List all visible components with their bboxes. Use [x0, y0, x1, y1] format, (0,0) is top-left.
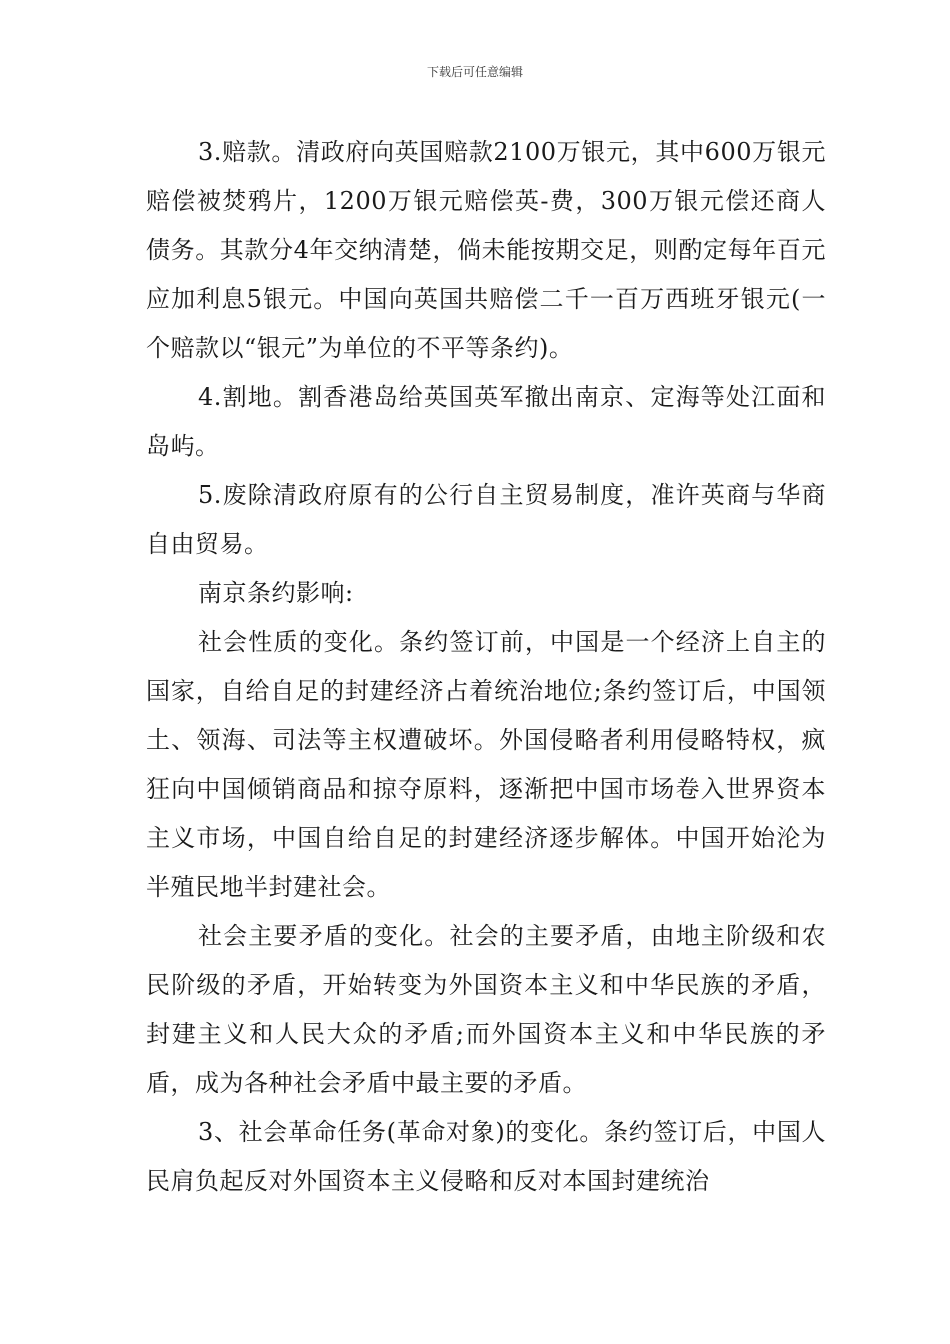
document-body	[146, 128, 826, 1206]
paragraph-main-contradiction: 社会主要矛盾的变化。社会的主要矛盾，由地主阶级和农民阶级的矛盾，开始转变为外国资本主义和中华民族的矛盾，封建主义和人民大众的矛盾;而外国资本主义和中华民族的矛盾，成为各种社会矛盾中最主要的矛盾。	[146, 922, 826, 1097]
page-header: 下载后可任意编辑	[426, 65, 523, 79]
paragraph-trade: 5.废除清政府原有的公行自主贸易制度，准许英商与华商自由贸易。	[146, 481, 826, 558]
paragraph-cession: 4.割地。割香港岛给英国英军撤出南京、定海等处江面和岛屿。	[146, 383, 826, 460]
paragraph-social-nature: 社会性质的变化。条约签订前，中国是一个经济上自主的国家，自给自足的封建经济占着统治地位;条约签订后，中国领土、领海、司法等主权遭破坏。外国侵略者利用侵略特权，疯狂向中国倾销商品和掠夺原料，逐渐把中国市场卷入世界资本主义市场，中国自给自足的封建经济逐步解体。中国开始沦为半殖民地半封建社会。	[146, 628, 826, 901]
paragraph-impact-heading: 南京条约影响:	[198, 579, 354, 607]
paragraph-revolution-task: 3、社会革命任务(革命对象)的变化。条约签订后，中国人民肩负起反对外国资本主义侵略和反对本国封建统治	[146, 1118, 826, 1195]
paragraph-indemnity: 3.赔款。清政府向英国赔款2100万银元，其中600万银元赔偿被焚鸦片，1200万银元赔偿英-费，300万银元偿还商人债务。其款分4年交纳清楚，倘未能按期交足，则酌定每年百元应加利息5银元。中国向英国共赔偿二千一百万西班牙银元(一个赔款以“银元”为单位的不平等条约)。	[146, 138, 826, 362]
